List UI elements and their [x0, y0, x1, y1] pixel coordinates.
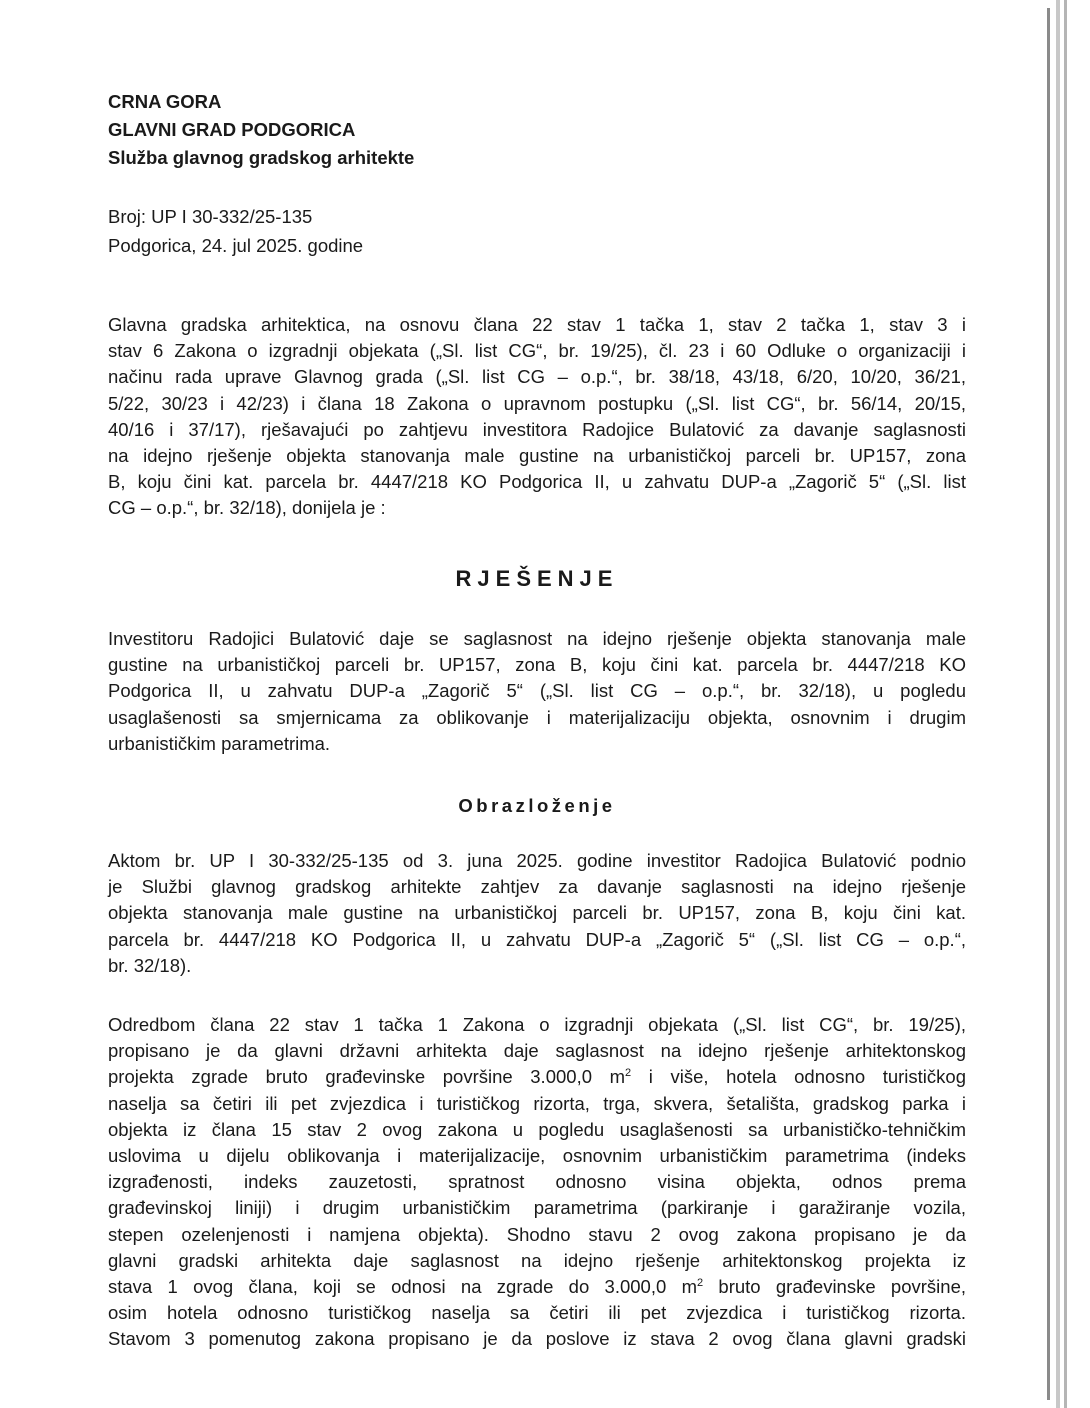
text-line: Glavna gradska arhitektica, na osnovu člana 22 stav 1 tačka 1, stav 2 tačka 1, stav 3 i: [108, 314, 966, 335]
scan-edge-line: [1047, 8, 1050, 1400]
superscript: 2: [625, 1067, 632, 1080]
reasoning-title: Obrazloženje: [458, 795, 616, 816]
document-date: Podgorica, 24. jul 2025. godine: [108, 235, 364, 256]
letterhead-country: CRNA GORA: [108, 91, 222, 112]
scan-edge-line: [1056, 0, 1060, 1408]
text-line: Investitoru Radojici Bulatović daje se saglasnost na idejno rješenje objekta stanovanja male: [108, 628, 966, 649]
text-segment: projekta zgrade bruto građevinske površine 3.000,0 m: [108, 1066, 626, 1088]
text-line: br. 32/18).: [108, 954, 192, 976]
text-line: objekta iz člana 15 stav 2 ovog zakona u pogledu usaglašenosti sa urbanističko-tehničkim: [108, 1118, 966, 1140]
text-line: objekta stanovanja male gustine na urbanističkoj parceli br. UP157, zona B, koju čini kat.: [108, 902, 966, 924]
text-line: osim hotela odnosno turističkog naselja sa četiri ili pet zvjezdica i turističkog rizorta.: [108, 1302, 966, 1324]
letterhead-office: Služba glavnog gradskog arhitekte: [108, 147, 415, 168]
text-line: CG – o.p.“, br. 32/18), donijela je :: [108, 497, 386, 519]
text-line: gustine na urbanističkoj parceli br. UP157, zona B, koju čini kat. parcela br. 4447/218 KO: [108, 654, 966, 676]
text-line: građevinskoj liniji) i drugim urbanističkim parametrima (parkiranje i garažiranje vozila,: [108, 1197, 966, 1219]
text-line: glavni gradski arhitekta daje saglasnost na idejno rješenje arhitektonskog projekta iz: [108, 1249, 966, 1271]
scan-edge-line: [1064, 0, 1067, 1408]
text-line: B, koju čini kat. parcela br. 4447/218 KO Podgorica II, u zahvatu DUP-a „Zagorič 5“ („Sl. list: [108, 471, 966, 493]
letterhead-city: GLAVNI GRAD PODGORICA: [108, 119, 356, 140]
superscript: 2: [696, 1276, 704, 1289]
text-line: [108, 1064, 966, 1090]
text-segment: bruto građevinske površine,: [703, 1276, 967, 1298]
text-line: urbanističkim parametrima.: [108, 732, 331, 754]
reasoning-paragraph-1: [108, 848, 966, 979]
document-reference: [108, 202, 363, 260]
text-line: 5/22, 30/23 i 42/23) i člana 18 Zakona o upravnom postupku („Sl. list CG“, br. 56/14, 20/15,: [108, 392, 966, 414]
text-line: načinu rada uprave Glavnog grada („Sl. list CG – o.p.“, br. 38/18, 43/18, 6/20, 10/20, 36/21,: [108, 366, 966, 388]
decision-title: RJEŠENJE: [455, 566, 619, 591]
letterhead: [108, 88, 414, 172]
text-line: stepen ozelenjenosti i namjena objekta). Shodno stavu 2 ovog zakona propisano je da: [108, 1223, 966, 1245]
text-line: [108, 1274, 966, 1300]
intro-paragraph: [108, 312, 966, 522]
text-segment: i više, hotela odnosno turističkog: [631, 1066, 966, 1088]
text-line: Aktom br. UP I 30-332/25-135 od 3. juna 2025. godine investitor Radojica Bulatović podnio: [108, 850, 966, 871]
text-line: izgrađenosti, indeks zauzetosti, spratnost odnosno visina objekta, odnos prema: [108, 1171, 966, 1193]
text-line: usaglašenosti sa smjernicama za oblikovanje i materijalizaciju objekta, osnovnim i drugim: [108, 706, 966, 728]
text-line: parcela br. 4447/218 KO Podgorica II, u zahvatu DUP-a „Zagorič 5“ („Sl. list CG – o.p.“,: [108, 928, 966, 950]
text-line: je Službi glavnog gradskog arhitekte zahtjev za davanje saglasnosti na idejno rješenje: [108, 876, 966, 898]
text-line: propisano je da glavni državni arhitekta daje saglasnost na idejno rješenje arhitektonskog: [108, 1040, 966, 1062]
text-line: naselja sa četiri ili pet zvjezdica i turističkog rizorta, trga, skvera, šetališta, gradskog parka i: [108, 1092, 966, 1114]
text-line: stav 6 Zakona o izgradnji objekata („Sl. list CG“, br. 19/25), čl. 23 i 60 Odluke o organizaciji i: [108, 340, 966, 362]
text-line: Stavom 3 pomenutog zakona propisano je da poslove iz stava 2 ovog člana glavni gradski: [108, 1328, 966, 1350]
text-segment: stava 1 ovog člana, koji se odnosi na zgrade do 3.000,0 m: [108, 1276, 697, 1298]
reasoning-paragraph-2: [108, 1012, 966, 1353]
case-number: Broj: UP I 30-332/25-135: [108, 206, 313, 227]
decision-paragraph: [108, 626, 966, 757]
text-line: na idejno rješenje objekta stanovanja male gustine na urbanističkoj parceli br. UP157, zona: [108, 445, 966, 467]
text-line: uslovima u dijelu oblikovanja i materijalizacije, osnovnim urbanističkim parametrima (indeks: [108, 1145, 966, 1167]
text-line: Podgorica II, u zahvatu DUP-a „Zagorič 5“ („Sl. list CG – o.p.“, br. 32/18), u pogledu: [108, 680, 966, 702]
text-line: Odredbom člana 22 stav 1 tačka 1 Zakona o izgradnji objekata („Sl. list CG“, br. 19/25),: [108, 1014, 966, 1035]
text-line: 40/16 i 37/17), rješavajući po zahtjevu investitora Radojice Bulatović za davanje saglasnosti: [108, 418, 966, 440]
